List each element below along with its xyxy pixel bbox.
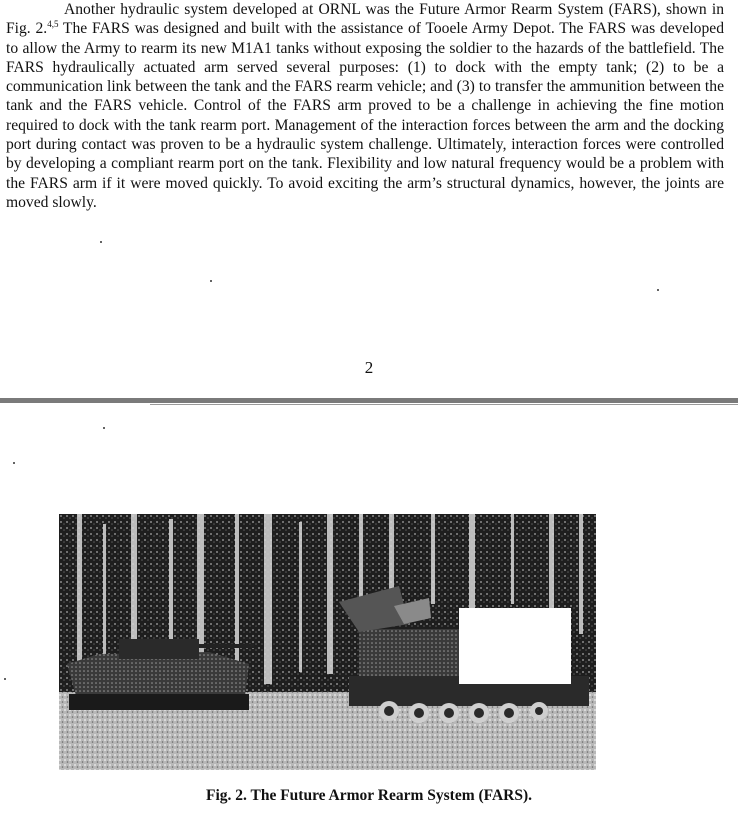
page-divider-thin xyxy=(150,404,738,405)
page-number: 2 xyxy=(364,358,374,377)
citation-superscript: 4,5 xyxy=(47,19,59,30)
scan-speck xyxy=(103,427,105,429)
body-paragraph xyxy=(6,0,724,212)
paragraph-text-rest: The FARS was designed and built with the assistance of Tooele Army Depot. The FARS was developed to allow the Army to rearm its new M1A1 tanks without exposing the soldier to the hazards of the battlefield. The FARS hydraulically actuated arm served several purposes: (1) to dock with the empty tank; (2) to be a communication link between the tank and the FARS rearm vehicle; and (3) to transfer the ammunition between the tank and the FARS vehicle. Control of the FARS arm proved to be a challenge in achieving the fine motion required to dock with the tank rearm port. Management of the interaction forces between the arm and the docking port during contact was proven to be a hydraulic system challenge. Ultimately, interaction forces were controlled by developing a compliant rearm port on the tank. Flexibility and low natural frequency would be a problem with the FARS arm if it were moved quickly. To avoid exciting the arm’s structural dynamics, however, the joints are moved slowly. xyxy=(6,20,724,211)
fars-photograph xyxy=(59,514,596,770)
scan-speck xyxy=(657,289,659,291)
figure-caption: Fig. 2. The Future Armor Rearm System (FARS). xyxy=(205,787,533,804)
paragraph-text-start: Another hydraulic system developed at ORNL was the Future Armor Rearm System (FARS), shown in Fig. 2. xyxy=(6,1,724,38)
scan-speck xyxy=(13,462,15,464)
scan-speck xyxy=(210,280,212,282)
page-divider xyxy=(0,398,738,403)
scan-speck xyxy=(4,678,6,680)
scan-speck xyxy=(100,241,102,243)
